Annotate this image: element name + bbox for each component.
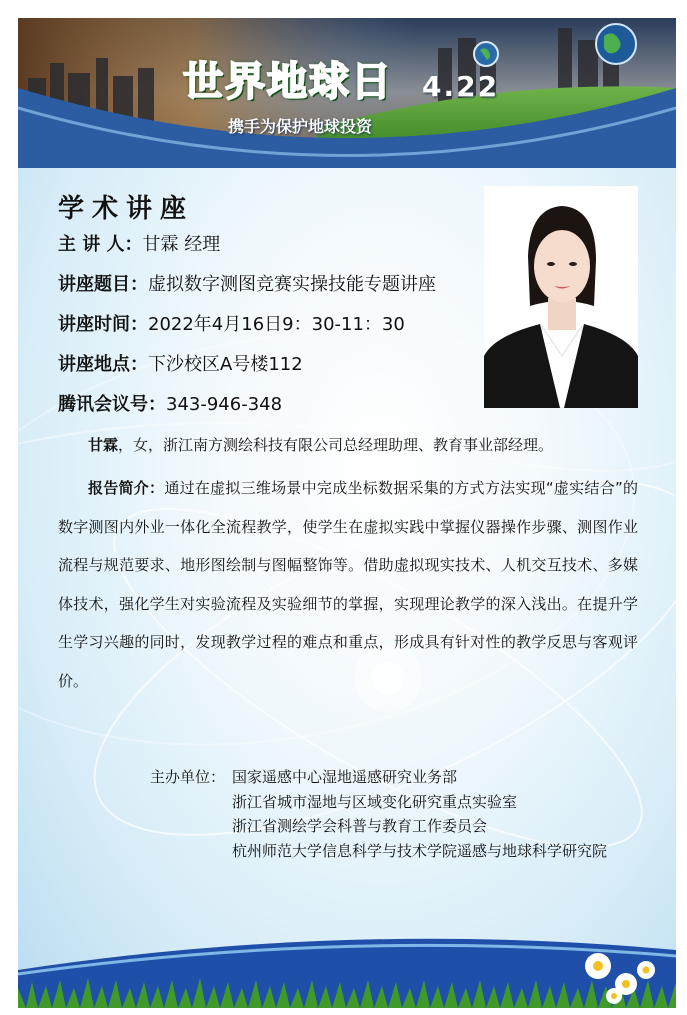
organizer-unit: 国家遥感中心湿地遥感研究业务部 xyxy=(232,768,458,786)
poster xyxy=(18,18,676,1008)
report-summary xyxy=(58,469,638,700)
info-row-meeting-id xyxy=(58,390,282,416)
info-row-speaker xyxy=(58,230,220,256)
summary-text: 通过在虚拟三维场景中完成坐标数据采集的方式方法实现“虚实结合”的数字测图内外业一体化全流程教学，使学生在虚拟实践中掌握仪器操作步骤、测图作业流程与规范要求、地形图绘制与图幅整饰等。借助虚拟现实技术、人机交互技术、多媒体技术，强化学生对实验流程及实验细节的掌握，实现理论教学的深入浅出。在提升学生学习兴趣的同时，发现教学过程的难点和重点，形成具有针对性的教学反思与客观评价。 xyxy=(58,479,638,690)
info-value: 甘霖 经理 xyxy=(142,234,221,255)
earth-day-title: 世界地球日 xyxy=(183,59,393,105)
speaker-bio xyxy=(58,426,638,465)
organizer-unit: 浙江省城市湿地与区域变化研究重点实验室 xyxy=(232,792,518,811)
info-label: 腾讯会议号： xyxy=(58,394,166,415)
info-label: 讲座地点： xyxy=(58,354,148,375)
bio-text: ，女，浙江南方测绘科技有限公司总经理助理、教育事业部经理。 xyxy=(118,436,554,454)
organizer-unit: 浙江省测绘学会科普与教育工作委员会 xyxy=(232,817,488,835)
info-row-location xyxy=(58,350,303,376)
earth-day-slogan: 携手为保护地球投资 xyxy=(228,117,373,136)
info-row-time xyxy=(58,310,405,336)
bio-name: 甘霖 xyxy=(88,436,119,454)
globe-icon xyxy=(596,24,636,64)
info-value: 下沙校区A号楼112 xyxy=(148,354,303,375)
organizer-label: 主办单位： xyxy=(150,768,226,786)
info-value: 虚拟数字测图竞赛实操技能专题讲座 xyxy=(148,274,436,295)
info-label: 讲座时间： xyxy=(58,314,148,335)
info-row-topic xyxy=(58,270,436,296)
info-label: 讲座题目： xyxy=(58,274,148,295)
summary-label: 报告简介： xyxy=(88,479,165,497)
info-value: 2022年4月16日9：30-11：30 xyxy=(148,314,405,335)
organizer-unit: 杭州师范大学信息科学与技术学院遥感与地球科学研究院 xyxy=(232,841,608,860)
earth-day-date: 4.22 xyxy=(422,70,500,103)
info-value: 343-946-348 xyxy=(166,394,283,415)
info-label: 主 讲 人： xyxy=(58,234,143,255)
footer-grass xyxy=(18,930,676,1008)
globe-icon xyxy=(474,42,498,66)
organizer-list xyxy=(232,765,607,863)
speaker-photo xyxy=(484,186,638,408)
section-title: 学术讲座 xyxy=(58,194,195,224)
